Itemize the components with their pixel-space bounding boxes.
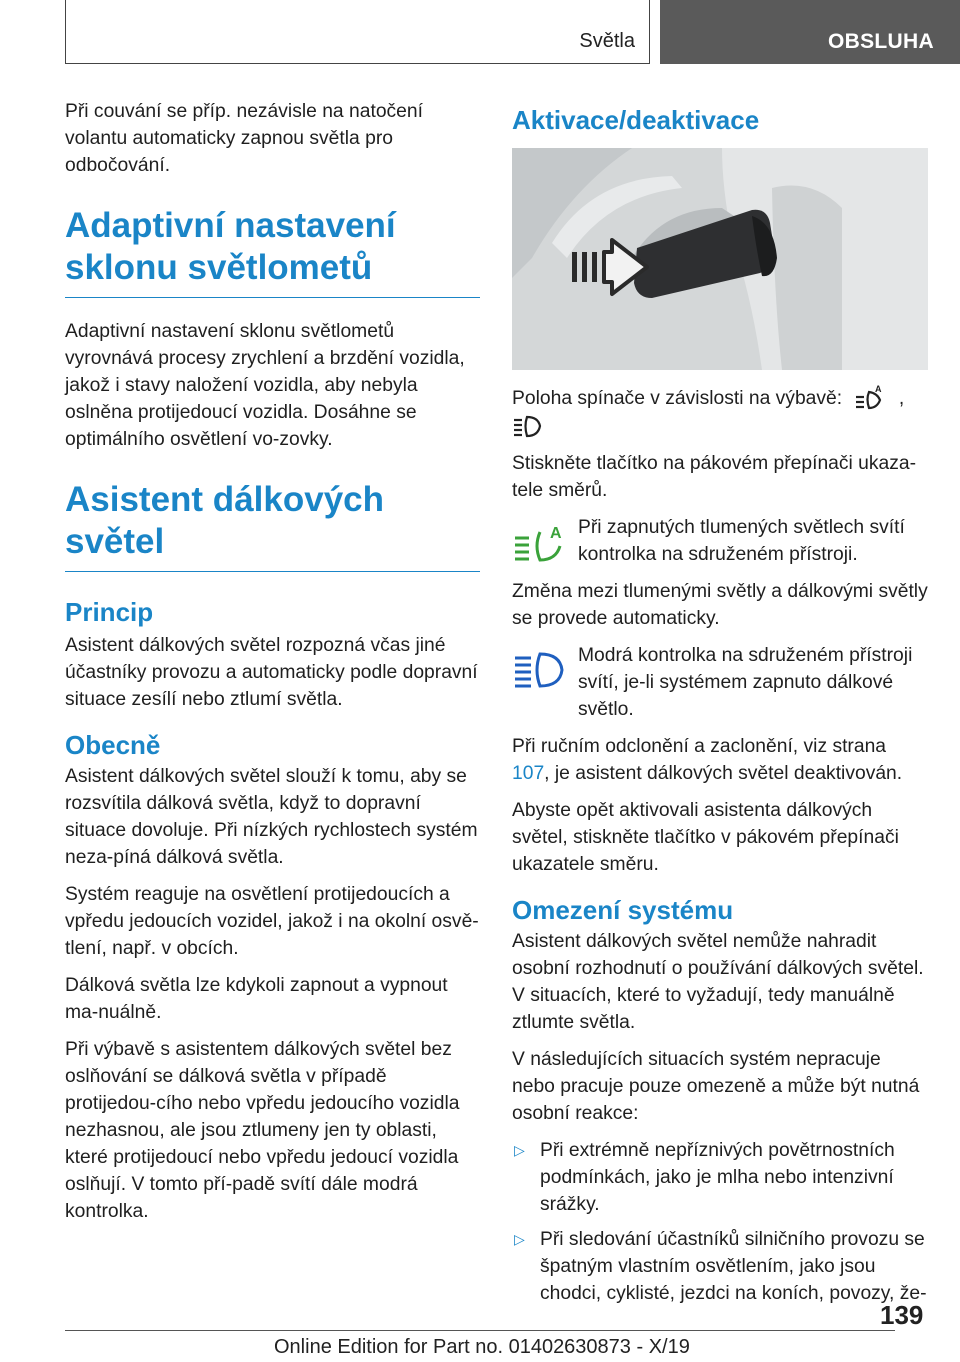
indicator-text-low-beam: Při zapnutých tlumených světlech svítí kontrolka na sdruženém přístroji. [578, 517, 905, 565]
page-number: 139 [880, 1300, 924, 1330]
right-column [512, 98, 928, 1315]
paragraph: Systém reaguje na osvětlení protijedoucích a vpředu jedoucích vozidel, jakož i na okolní osvě-tlení, např. v obcích. [65, 884, 479, 959]
paragraph: Stiskněte tlačítko na pákovém přepínači ukaza-tele směrů. [512, 453, 917, 501]
paragraph: V následujících situacích systém nepracuje nebo pracuje pouze omezeně a může být nutná osobní reakce: [512, 1049, 920, 1124]
svg-text:A: A [875, 384, 882, 394]
heading-block [65, 479, 480, 572]
subheading-activation: Aktivace/deaktivace [512, 105, 760, 135]
paragraph: Při couvání se příp. nezávisle na natočení volantu automaticky zapnou světla pro odbočování. [65, 101, 423, 176]
header-chapter-title: OBSLUHA [828, 30, 934, 53]
paragraph: Dálková světla lze kdykoli zapnout a vypnout ma-nuálně. [65, 975, 448, 1023]
manual-dimming-text-end: , je asistent dálkových světel deaktivován. [544, 763, 903, 784]
footer-divider [65, 1330, 895, 1331]
list-item-text: Při extrémně nepříznivých povětrnostních podmínkách, jako je mlha nebo intenzivní srážky. [540, 1140, 895, 1215]
paragraph: Asistent dálkových světel nemůže nahradit osobní rozhodnutí o používání dálkových světel. V situacích, které to vyžadují, tedy manuálně ztlumte světla. [512, 931, 924, 1033]
list-item [512, 1226, 928, 1307]
heading-block [65, 205, 480, 298]
paragraph-switch-position [512, 384, 928, 440]
switch-position-separator: , [898, 388, 905, 409]
heading-high-beam-assist: Asistent dálkových světel [65, 480, 384, 561]
auto-high-beam-icon [853, 384, 887, 410]
paragraph: Změna mezi tlumenými světly a dálkovými světly se provede automaticky. [512, 581, 928, 629]
limitations-list [512, 1137, 928, 1307]
paragraph: Asistent dálkových světel rozpozná včas jiné účastníky provozu a automaticky podle dopravní situace zesílí nebo ztlumí světla. [65, 635, 478, 710]
header-section-title: Světla [579, 30, 635, 52]
footer-edition: Online Edition for Part no. 01402630873 - X/19 [274, 1336, 690, 1358]
heading-adaptive-leveling: Adaptivní nastavení sklonu světlometů [65, 206, 396, 287]
bullet-triangle-icon: ▷ [514, 1231, 525, 1247]
subheading-limitations: Omezení systému [512, 895, 734, 925]
subheading-principle: Princip [65, 597, 154, 627]
header-frame [65, 0, 650, 64]
subheading-general: Obecně [65, 730, 161, 760]
list-item-text: Při sledování účastníků silničního provozu se špatným vlastním osvětlením, jako jsou chodci, cyklisté, jezdci na koních, povozy, že- [540, 1229, 927, 1304]
indicator-text-high-beam: Modrá kontrolka na sdruženém přístroji svítí, je-li systémem zapnuto dálkové světlo. [578, 645, 913, 720]
manual-dimming-text: Při ručním odclonění a zaclonění, viz strana [512, 736, 887, 757]
high-beam-assist-icon [512, 412, 542, 438]
paragraph: Asistent dálkových světel slouží k tomu, aby se rozsvítila dálková světla, když to dopravní situace dovoluje. Při nízkých rychlostech systém neza-píná dálková světla. [65, 766, 478, 868]
header-chapter-tab [660, 0, 960, 64]
paragraph-manual-dimming [512, 733, 928, 787]
bullet-triangle-icon: ▷ [514, 1142, 525, 1158]
left-column [65, 98, 480, 1235]
svg-text:A: A [550, 525, 562, 542]
indicator-note [512, 642, 928, 723]
stalk-button-photo [512, 148, 928, 370]
list-item [512, 1137, 928, 1218]
paragraph: Adaptivní nastavení sklonu světlometů vyrovnává procesy zrychlení a brzdění vozidla, jakož i stavy naložení vozidla, aby nebyla oslněna protijedoucí vozidla. Dosáhne se optimálního osvětlení vo-zovky. [65, 321, 465, 450]
high-beam-indicator-icon [512, 648, 564, 692]
switch-position-text: Poloha spínače v závislosti na výbavě: [512, 388, 843, 409]
indicator-note [512, 514, 928, 568]
auto-high-beam-icon [512, 520, 564, 564]
paragraph: Abyste opět aktivovali asistenta dálkových světel, stiskněte tlačítko v pákovém přepínači ukazatele směru. [512, 800, 899, 875]
paragraph: Při výbavě s asistentem dálkových světel bez oslňování se dálková světla v případě protijedou-cího nebo vpředu jedoucího vozidla nezhasnou, ale jsou ztlumeny jen ty oblasti, které protijedoucí nebo vpředu jedoucí vozidla oslňují. V tomto pří-padě svítí dále modrá kontrolka. [65, 1039, 460, 1222]
page-link-107[interactable]: 107 [512, 763, 545, 784]
